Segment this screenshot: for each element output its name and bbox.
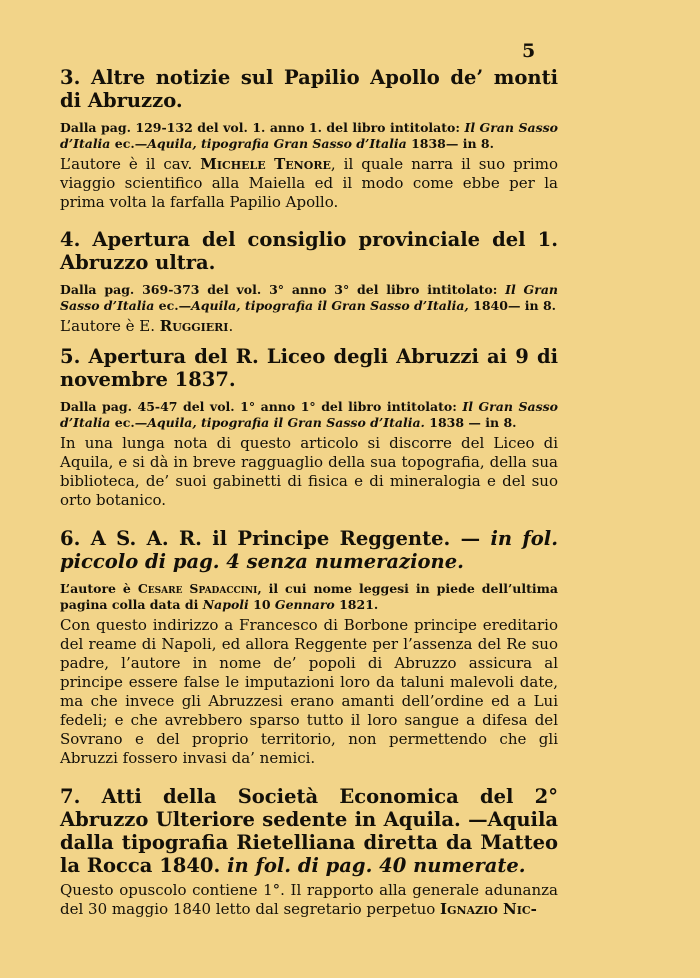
ref-text: 10 (253, 596, 271, 612)
entry-paragraph (60, 317, 558, 336)
entry-number: 5. (60, 345, 81, 368)
author-name: Ignazio Nic- (440, 900, 537, 918)
para-text: Questo opuscolo contiene 1°. Il rapporto alla generale adunanza del 30 maggio 1840 letto dal segretario perpetuo (60, 881, 558, 918)
entry-title (60, 527, 558, 573)
ref-text: 1838 — in 8. (429, 414, 517, 430)
entry-paragraph (60, 881, 558, 919)
entry-4 (60, 228, 558, 336)
author-name: Cesare Spadaccini (137, 581, 258, 596)
entry-title (60, 785, 558, 877)
para-text: L’autore è il cav. (60, 155, 193, 173)
para-text: , il quale narra il suo primo viaggio scientifico alla Maiella ed il modo come ebbe per la prima volta la farfalla Papilio Apollo. (60, 155, 558, 211)
ref-book-title: Il Gran Sasso d’Italia (60, 282, 559, 313)
entry-paragraph: Con questo indirizzo a Francesco di Borbone principe ereditario del reame di Napoli, ed allora Reggente per l’assenza del Re suo padre, l’autore in nome de’ popoli di Abruzzo assicura al principe essere false le imputazioni loro da taluni malevoli date, ma che invece gli Abruzzesi erano amanti dell’ordine ed a Lui fedeli; e che avrebbero sparso tutto il loro sangue a difesa del Sovrano e del proprio territorio, non permettendo che gli Abruzzi fossero invasi da’ nemici. (60, 616, 558, 767)
entry-number: 3. (60, 66, 81, 89)
entry-3 (60, 66, 558, 212)
entry-7 (60, 785, 558, 919)
ref-text: Dalla pag. 369-373 del vol. 3° anno 3° del libro intitolato: (60, 282, 498, 297)
entry-number: 4. (60, 228, 81, 251)
entry-5 (60, 345, 558, 510)
entry-paragraph: In una lunga nota di questo articolo si discorre del Liceo di Aquila, e si dà in breve ragguaglio della sua topografia, della sua biblioteca, de’ suoi gabinetti di fisica e di mineralogia e del suo orto botanico. (60, 434, 558, 509)
para-text: L’autore è E. (60, 317, 155, 335)
entry-format: in fol. di pag. 40 numerate. (227, 854, 526, 877)
entry-title (60, 345, 558, 391)
ref-month: Gennaro (274, 596, 335, 612)
ref-publisher: Aquila, tipografia il Gran Sasso d’Italia. (147, 414, 425, 430)
ref-text: 1821. (339, 596, 379, 612)
entry-title-text: Altre notizie sul Papilio Apollo de’ monti di Abruzzo. (60, 66, 558, 112)
entry-reference (60, 581, 558, 612)
ref-text: 1840— in 8. (473, 297, 557, 313)
ref-book-title: Il Gran Sasso d’Italia (60, 399, 558, 430)
entry-number: 6. (60, 527, 81, 550)
entry-number: 7. (60, 785, 81, 808)
ref-text: Dalla pag. 129-132 del vol. 1. anno 1. del libro intitolato: (60, 120, 461, 135)
entry-title (60, 228, 558, 274)
author-name: Ruggieri (159, 317, 229, 335)
ref-publisher: Aquila, tipografia Gran Sasso d’Italia (147, 135, 407, 151)
ref-text: Dalla pag. 45-47 del vol. 1° anno 1° del libro intitolato: (60, 399, 457, 414)
ref-book-title: Il Gran Sasso d’Italia (60, 120, 558, 151)
para-text: . (228, 317, 234, 335)
ref-text: ec.— (158, 297, 192, 313)
ref-text: , il cui nome leggesi in piede dell’ultima pagina colla data di (60, 581, 558, 612)
ref-place: Napoli (202, 596, 249, 612)
page-number: 5 (522, 40, 536, 62)
entry-6 (60, 527, 558, 768)
entry-title-text: Apertura del consiglio provinciale del 1. Abruzzo ultra. (60, 228, 558, 274)
ref-text: ec.— (114, 135, 148, 151)
entry-title-text: Atti della Società Economica del 2° Abruzzo Ulteriore sedente in Aquila. —Aquila dalla tipografia Rietelliana diretta da Matteo la Rocca 1840. (60, 785, 558, 877)
entry-title (60, 66, 558, 112)
entry-title-text: A S. A. R. il Principe Reggente. — (90, 527, 481, 550)
entry-format: in fol. piccolo di pag. 4 senza numerazione. (60, 527, 558, 573)
entry-title-text: Apertura del R. Liceo degli Abruzzi ai 9 di novembre 1837. (60, 345, 558, 391)
ref-text: 1838— in 8. (411, 135, 494, 151)
ref-publisher: Aquila, tipografia il Gran Sasso d’Italia, (191, 297, 469, 313)
entry-paragraph (60, 155, 558, 212)
ref-text: L’autore è (60, 581, 131, 596)
entry-reference (60, 399, 558, 430)
ref-text: ec.— (114, 414, 148, 430)
entry-reference (60, 282, 558, 313)
author-name: Michele Tenore (200, 155, 331, 173)
entry-reference (60, 120, 558, 151)
